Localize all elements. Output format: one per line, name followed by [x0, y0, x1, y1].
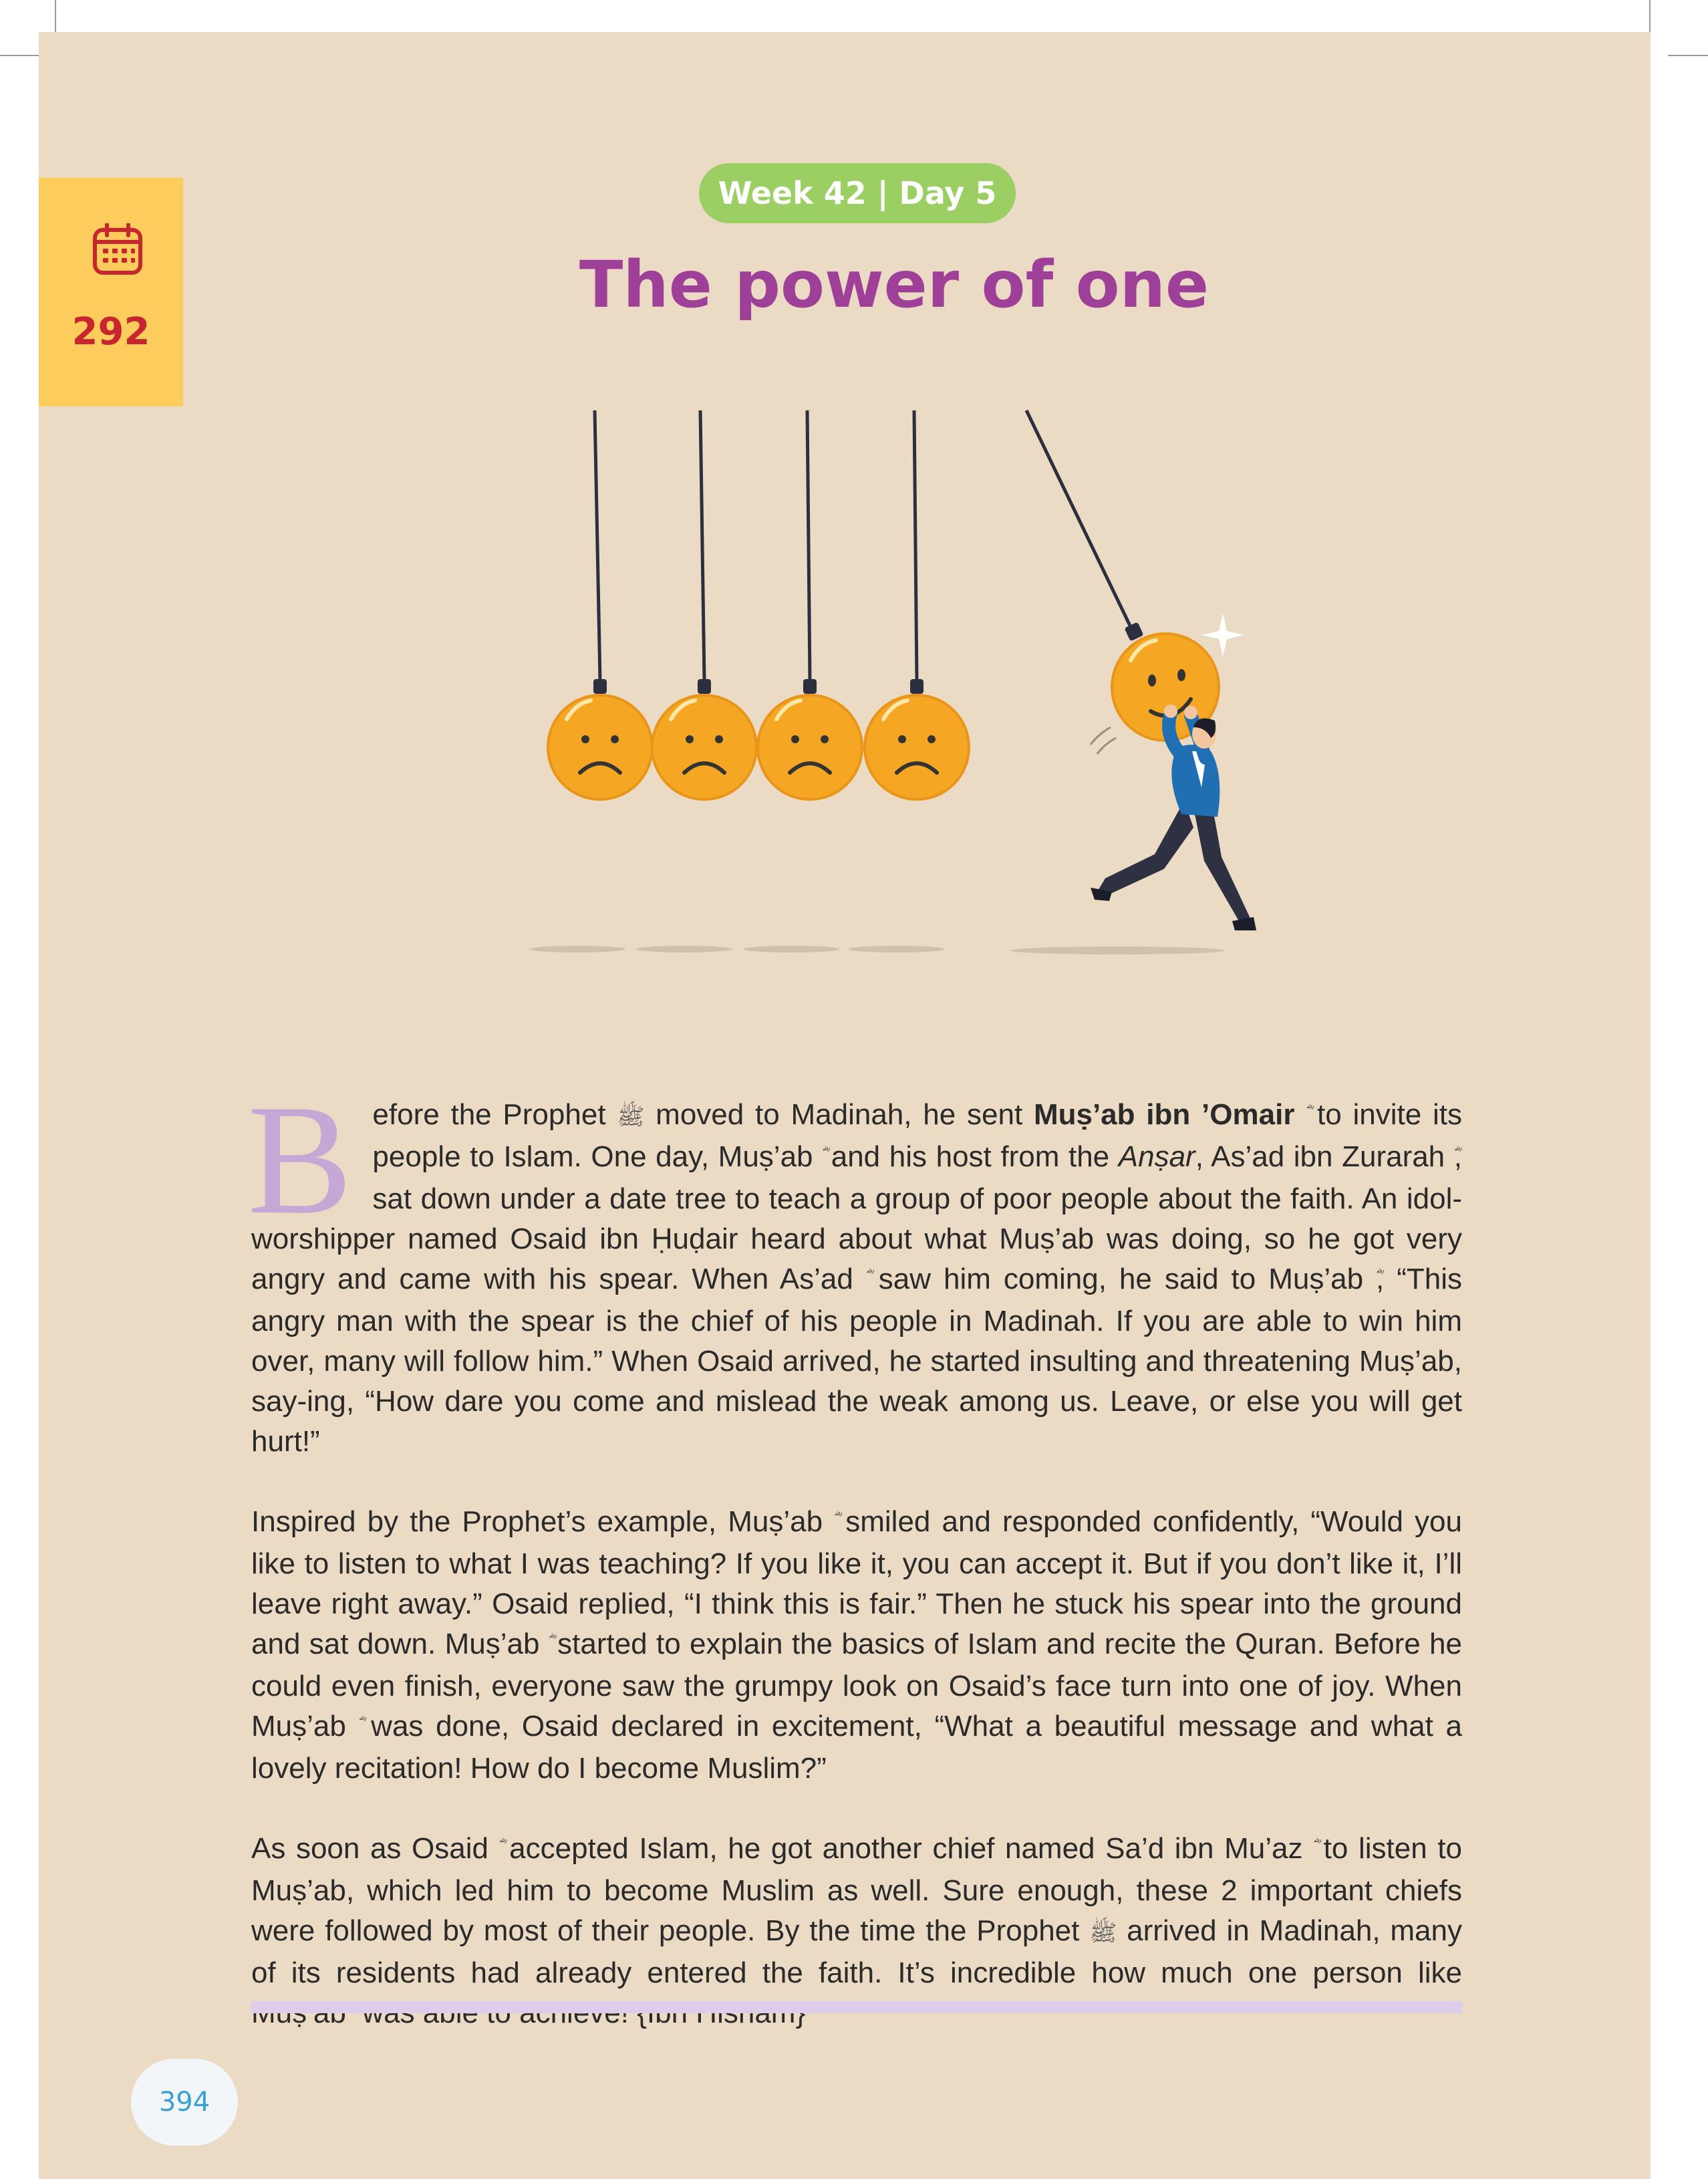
- honorific-prophet: ﷺ: [617, 1104, 645, 1130]
- story-paragraph-3: As soon as Osaid accepted Islam, he got another chief named Sa’d ibn Mu’az to listen to Muṣ’ab, which led him to become Muslim as well. Sure enough, these 2 important chiefs were followed by most of their people. By the time the Prophet ﷺ arrived in Madinah, many of its residents had already entered the faith. It’s incredible how much one person like: [251, 1832, 1462, 1989]
- story-paragraph-2: Inspired by the Prophet’s example, Muṣ’ab smiled and responded confidently, “Would you like to listen to what I was teaching? If you like it, you can accept it. But if you don’t like it, I’ll leave right away.” Osaid replied, “I think this is fair.” Then he stuck his spear into the ground and sat down. Muṣ’ab started to explain the basics of Islam and recite the Quran. Before he could even finish, everyone saw the grumpy look on Osaid’s face turn into one of joy. When Muṣ’ab was done, Osaid declared in excitement, “What a beautiful message and what a lovely recitation! How do I become Muslim?”: [251, 1505, 1462, 1785]
- ball-caps: [593, 622, 1144, 694]
- book-page: [39, 32, 1651, 2179]
- newtons-cradle-illustration: [396, 373, 1315, 1028]
- crop-mark-left-horizontal: [0, 55, 39, 56]
- section-divider: [251, 2001, 1462, 2013]
- page-title: The power of one: [579, 247, 1209, 322]
- calendar-icon: [92, 223, 143, 277]
- sad-face-balls: [548, 695, 969, 799]
- companion-name: Muṣ’ab ibn ’Omair: [1033, 1098, 1295, 1131]
- sparkle-icon: [1201, 614, 1244, 656]
- ground-shadows: [529, 946, 1224, 954]
- story-paragraph-1: Before the Prophet ﷺ moved to Madinah, he sent Muṣ’ab ibn ’Omair to invite its people to Islam. One day, Muṣ’ab and his host from the Anṣar, As’ad ibn Zurarah , sat down under a date tree to teach a group of poor people about the faith. An idol-worshipper named Osaid ibn Ḥuḍair heard about what Muṣ’ab was doing, so he got very angry and came with his spear. When As’ad saw him coming, he said to Muṣ’ab , “This angry man with the spear is the chief of his people in Madinah. If you are able to win him over, many will follow him.” When Osaid arrived, he started insulting and threatening Muṣ’ab, say-ing, “How dare you come and mislead the weak among us. Leave, or else you will get hurt!”: [247, 1073, 1462, 1458]
- sad-face-icon: [652, 695, 756, 799]
- page-number: 394: [131, 2059, 238, 2146]
- crop-mark-right-vertical: [1649, 0, 1651, 32]
- week-day-badge: Week 42 | Day 5: [699, 163, 1016, 223]
- day-number: 292: [72, 310, 150, 354]
- cradle-strings: [595, 410, 1131, 680]
- drop-cap: B: [247, 1073, 353, 1247]
- ansar-term: Anṣar: [1118, 1140, 1195, 1173]
- sad-face-icon: [865, 695, 969, 799]
- story-text: [247, 1073, 1462, 2075]
- sad-face-icon: [548, 695, 652, 799]
- crop-mark-left-vertical: [55, 0, 56, 32]
- motion-lines: [1091, 727, 1116, 754]
- day-counter-tab: [39, 178, 183, 406]
- sad-face-icon: [758, 695, 862, 799]
- crop-mark-right-horizontal: [1668, 55, 1708, 56]
- honorific-prophet: ﷺ: [1089, 1920, 1117, 1946]
